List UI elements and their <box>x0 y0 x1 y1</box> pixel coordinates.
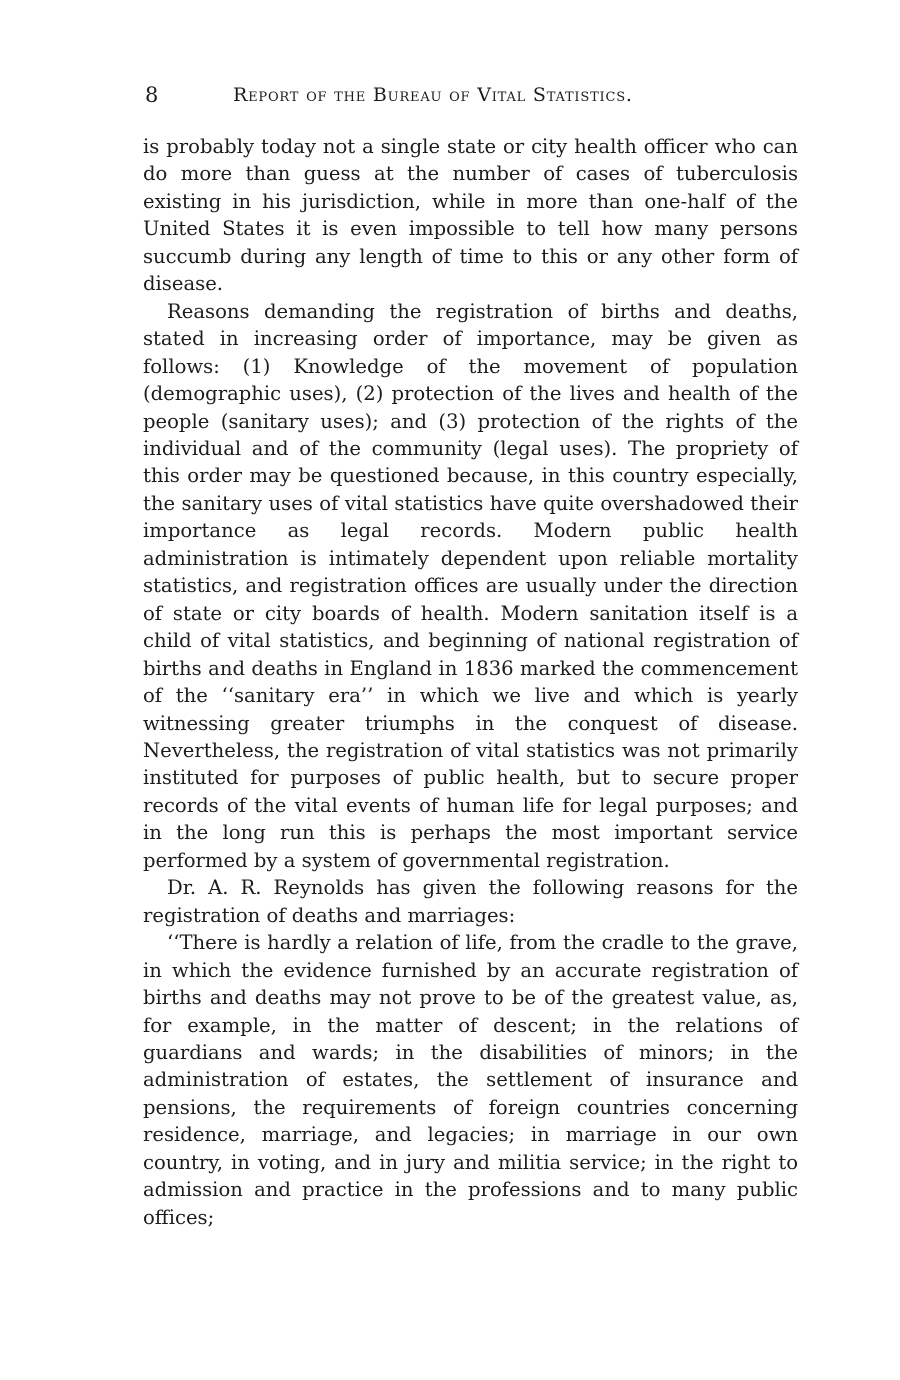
page-header <box>145 80 805 110</box>
body-text <box>143 133 798 1231</box>
paragraph-reasons: Reasons demanding the registration of births and deaths, stated in increasing order of importance, may be given as follows: (1) Knowledge of the movement of population (demographic uses), (2) protection of the lives and health of the people (sanitary uses); and (3) protection of the rights of the individual and of the community (legal uses). The propriety of this order may be questioned because, in this country especially, the sanitary uses of vital statistics have quite overshadowed their importance as legal records. Modern public health administration is intimately dependent upon reliable mortality statistics, and registration offices are usually under the direction of state or city boards of health. Modern sanitation itself is a child of vital statistics, and beginning of national registration of births and deaths in England in 1836 marked the commencement of the ‘‘sanitary era’’ in which we live and which is yearly witnessing greater triumphs in the conquest of disease. Nevertheless, the registration of vital statistics was not primarily instituted for purposes of public health, but to secure proper records of the vital events of human life for legal purposes; and in the long run this is perhaps the most important service performed by a system of governmental registration. <box>143 299 798 872</box>
paragraph-quotation: ‘‘There is hardly a relation of life, from the cradle to the grave, in which the evidence furnished by an accurate registration of births and deaths may not prove to be of the greatest value, as, for example, in the matter of descent; in the relations of guardians and wards; in the disabilities of minors; in the administration of estates, the settlement of insurance and pensions, the requirements of foreign countries concerning residence, marriage, and legacies; in marriage in our own country, in voting, and in jury and militia service; in the right to admission and practice in the professions and to many public offices; <box>143 931 798 1229</box>
paragraph-continued: is probably today not a single state or city health officer who can do more than guess at the number of cases of tuberculosis existing in his jurisdiction, while in more than one-half of the United States it is even impossible to tell how many persons succumb during any length of time to this or any other form of disease. <box>143 135 798 296</box>
page-number: 8 <box>145 83 159 107</box>
running-head: Report of the Bureau of Vital Statistics. <box>233 84 633 106</box>
paragraph-reynolds-intro: Dr. A. R. Reynolds has given the following reasons for the registration of deaths and marriages: <box>143 876 798 927</box>
